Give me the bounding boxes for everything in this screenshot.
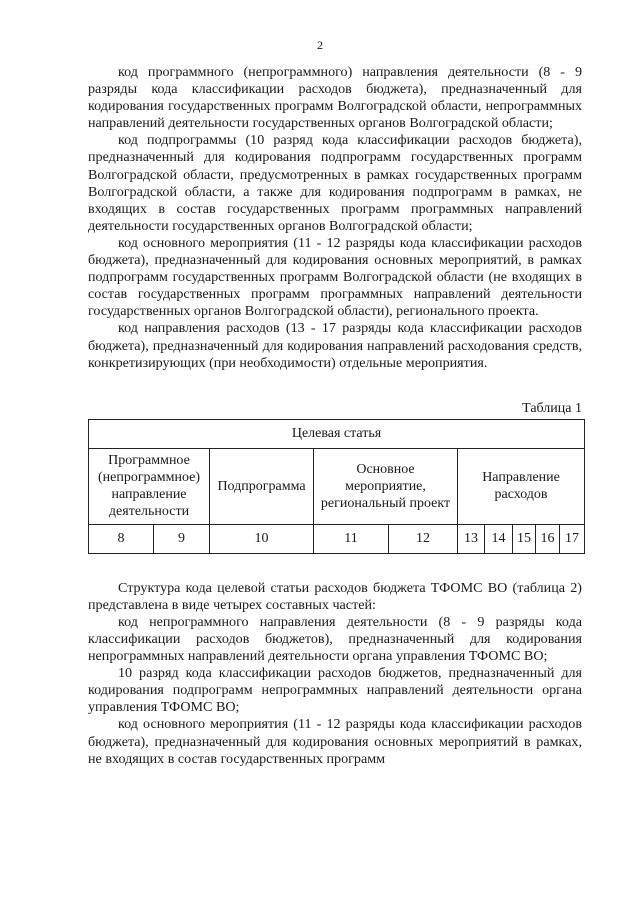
table-digit-cell: 9 [154, 524, 210, 553]
paragraph-structure-intro: Структура кода целевой статьи расходов бюджета ТФОМС ВО (таблица 2) представлена в виде четырех составных частей: [88, 579, 582, 613]
table-caption: Таблица 1 [522, 400, 582, 416]
document-body [88, 64, 582, 768]
target-article-table [88, 419, 585, 554]
table-digit-cell: 13 [458, 524, 485, 553]
table-group-subprogram: Подпрограмма [210, 448, 314, 524]
table-digit-cell: 12 [389, 524, 458, 553]
table-digit-cell: 10 [210, 524, 314, 553]
table-digit-cell: 15 [513, 524, 536, 553]
paragraph-main-activity-code: код основного мероприятия (11 - 12 разряды кода классификации расходов бюджета), предназначенный для кодирования основных мероприятий, в рамках подпрограмм государственных программ Волгоградской области (не входящих в состав государственных программ программных направлений деятельности государственных органов Волгоградской области), регионального проекта. [88, 234, 582, 320]
paragraph-subprogram-code: код подпрограммы (10 разряд кода классификации расходов бюджета), предназначенный для кодирования подпрограмм государственных программ Волгоградской области, предусмотренных в рамках государственных программ Волгоградской области, а также для кодирования подпрограмм в рамках, не входящих в состав государственных программ программных направлений деятельности государственных органов Волгоградской области; [88, 132, 582, 234]
paragraph-expense-direction-code: код направления расходов (13 - 17 разряды кода классификации расходов бюджета), предназначенный для кодирования направлений расходования средств, конкретизирующих (при необходимости) отдельные мероприятия. [88, 320, 582, 371]
table-group-main-activity: Основное мероприятие, региональный проект [314, 448, 458, 524]
table-digit-cell: 14 [485, 524, 513, 553]
paragraph-nonprogram-code: код непрограммного направления деятельности (8 - 9 разряды кода классификации расходов бюджетов), предназначенный для кодирования непрограммных направлений деятельности органа управления ТФОМС ВО; [88, 613, 582, 665]
table-header-target-article: Целевая статья [89, 419, 585, 448]
table-digit-cell: 8 [89, 524, 154, 553]
table-digit-cell: 16 [536, 524, 560, 553]
page-number: 2 [317, 38, 323, 52]
table-digit-cell: 17 [560, 524, 585, 553]
paragraph-main-activity-tfoms: код основного мероприятия (11 - 12 разряды кода классификации расходов бюджета), предназначенный для кодирования основных мероприятий в рамках, не входящих в состав государственных программ [88, 716, 582, 767]
table-digit-cell: 11 [314, 524, 389, 553]
table-group-program-direction: Программное (непрограммное) направление деятельности [89, 448, 210, 524]
table-group-expense-direction: Направление расходов [458, 448, 585, 524]
spacer [88, 372, 582, 400]
paragraph-digit-10: 10 разряд кода классификации расходов бюджетов, предназначенный для кодирования подпрограмм непрограммных направлений деятельности органа управления ТФОМС ВО; [88, 665, 582, 716]
paragraph-program-code: код программного (непрограммного) направления деятельности (8 - 9 разряды кода классификации расходов бюджета), предназначенный для кодирования государственных программ Волгоградской области, непрограммных направлений деятельности государственных органов Волгоградской области; [88, 64, 582, 132]
spacer [88, 554, 582, 580]
